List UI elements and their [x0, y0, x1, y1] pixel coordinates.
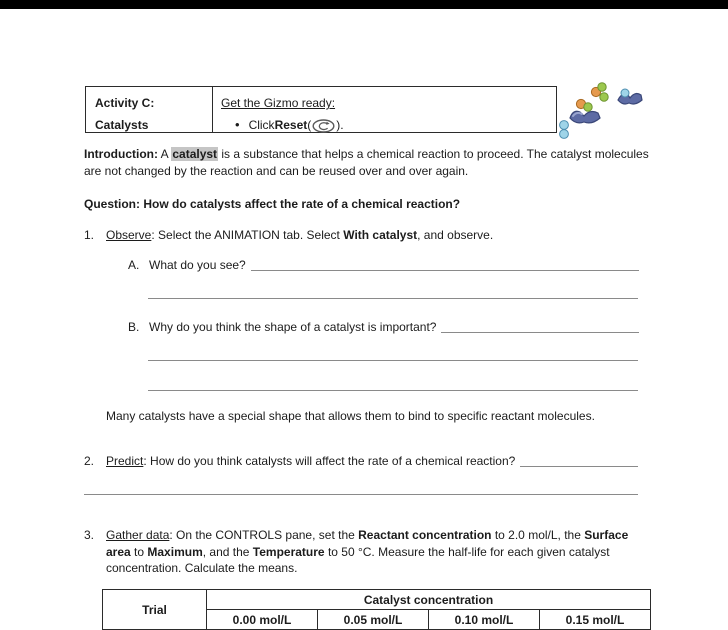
answer-line[interactable] [441, 319, 639, 333]
question-3 [84, 527, 640, 577]
reset-instruction-pre: Click [248, 118, 275, 132]
question-1-mid: : Select the ANIMATION tab. Select [151, 228, 344, 242]
intro-pre: A [157, 147, 172, 161]
half-life-data-table [102, 589, 651, 630]
table-header-catalyst-concentration: Catalyst concentration [207, 590, 651, 610]
gizmo-ready-cell [213, 87, 556, 132]
question-3-seg1: : On the CONTROLS pane, set the [169, 528, 359, 542]
question-2-text [106, 453, 515, 469]
catalyst-note: Many catalysts have a special shape that allows them to bind to specific reactant molecules. [106, 409, 595, 423]
question-3-bold2: Surface area [106, 528, 629, 559]
bullet-icon: • [235, 117, 240, 132]
question-3-seg4: , and the [202, 544, 253, 559]
question-2 [84, 453, 638, 469]
answer-line[interactable] [148, 378, 638, 391]
table-column-header-000: 0.00 mol/L [207, 610, 318, 630]
question-3-text [106, 527, 640, 577]
question-3-bold4: Temperature [252, 544, 325, 559]
question-1-text [106, 227, 493, 243]
catalyst-molecules-illustration [556, 82, 656, 146]
question-1a-letter: A. [128, 258, 140, 272]
activity-title: Catalysts [95, 118, 149, 132]
question-1a [128, 257, 639, 273]
answer-line[interactable] [84, 482, 638, 495]
question-3-bold3: Maximum [147, 544, 203, 559]
question-2-number: 2. [84, 454, 95, 468]
question-heading: Question: How do catalysts affect the rate of a chemical reaction? [84, 197, 461, 211]
question-1b-prompt: Why do you think the shape of a catalyst is important? [149, 320, 437, 334]
intro-label: Introduction: [84, 147, 158, 161]
intro-rest: is a substance that helps a chemical reaction to proceed. The catalyst molecules are not changed by the reaction and can be reused over and over again. [84, 147, 649, 178]
question-2-verb: Predict [106, 454, 144, 468]
top-black-bar [0, 0, 728, 9]
question-2-end: : How do you think catalysts will affect the rate of a chemical reaction? [143, 454, 516, 468]
answer-line[interactable] [148, 286, 638, 299]
answer-line[interactable] [251, 257, 639, 271]
table-header-trial: Trial [103, 590, 207, 630]
table-column-header-010: 0.10 mol/L [429, 610, 540, 630]
reset-instruction [221, 114, 556, 136]
question-3-seg2: to 2.0 mol/L, the [491, 528, 585, 542]
reset-instruction-open: ( [307, 118, 312, 132]
question-1 [84, 227, 638, 243]
question-3-bold1: Reactant concentration [358, 528, 492, 542]
question-3-verb: Gather data [106, 528, 170, 542]
answer-line[interactable] [520, 453, 638, 467]
table-column-header-005: 0.05 mol/L [318, 610, 429, 630]
reset-instruction-close: ). [336, 118, 344, 132]
question-1-verb: Observe [106, 228, 152, 242]
question-3-seg3: to [130, 544, 148, 559]
reset-button-label: Reset [274, 118, 308, 132]
intro-paragraph [84, 146, 650, 179]
highlighted-term-catalyst: catalyst [172, 147, 218, 161]
question-3-number: 3. [84, 528, 95, 542]
question-1b-letter: B. [128, 320, 140, 334]
question-1-end: , and observe. [417, 228, 494, 242]
activity-header-cell [86, 87, 213, 132]
activity-label: Activity C: [95, 96, 155, 110]
question-1a-prompt: What do you see? [149, 258, 246, 272]
gizmo-ready-heading: Get the Gizmo ready: [221, 96, 336, 110]
answer-line[interactable] [148, 348, 638, 361]
table-column-header-015: 0.15 mol/L [540, 610, 651, 630]
question-1-bold: With catalyst [343, 228, 418, 242]
question-1-number: 1. [84, 228, 95, 242]
activity-header-table [85, 86, 557, 133]
question-3-seg5: to 50 °C. Measure the half-life for each given catalyst concentration. Calculate the means. [106, 544, 610, 575]
question-1b [128, 319, 639, 335]
reset-icon [312, 119, 335, 133]
